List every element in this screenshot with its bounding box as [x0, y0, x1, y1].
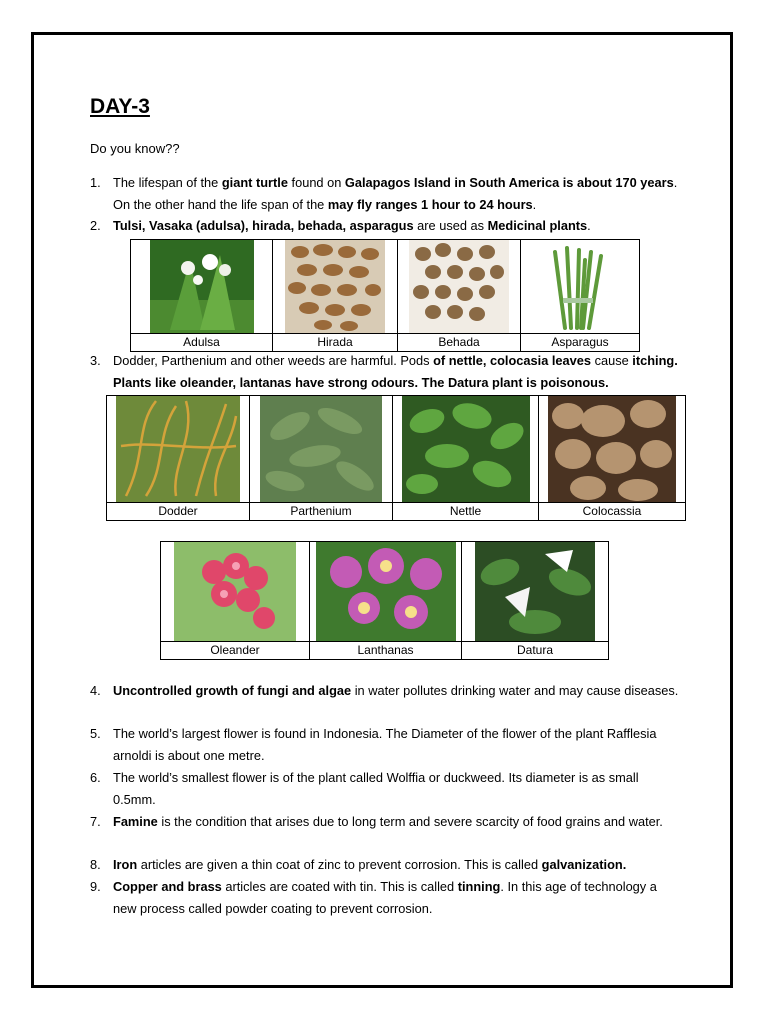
fact-number: 7. [90, 814, 101, 829]
nettle-photo-cell [393, 396, 539, 503]
fact-item-1 [90, 172, 680, 216]
fact-number: 9. [90, 879, 101, 894]
caption-nettle: Nettle [393, 503, 539, 521]
fact-number: 3. [90, 353, 101, 368]
fact-number: 8. [90, 857, 101, 872]
caption-datura: Datura [462, 642, 609, 660]
caption-asparagus: Asparagus [521, 334, 640, 352]
page-title: DAY-3 [90, 95, 150, 118]
fact-text: The lifespan of the giant turtle found on Galapagos Island in South America is about 170 years. On the other hand the life span of the may fly ranges 1 hour to 24 hours. [113, 175, 678, 212]
asparagus-photo [535, 240, 625, 333]
fact-item-6 [90, 767, 680, 811]
nettle-photo [402, 396, 530, 502]
fact-text: The world’s smallest flower is of the plant called Wolffia or duckweed. Its diameter is as small 0.5mm. [113, 770, 639, 807]
fact-text: Iron articles are given a thin coat of zinc to prevent corrosion. This is called galvanization. [113, 857, 627, 872]
caption-oleander: Oleander [161, 642, 310, 660]
datura-photo-cell [462, 542, 609, 642]
fact-item-2 [90, 215, 680, 237]
oleander-photo-cell [161, 542, 310, 642]
dodder-photo [116, 396, 240, 502]
fact-number: 5. [90, 726, 101, 741]
fact-text: Dodder, Parthenium and other weeds are harmful. Pods of nettle, colocasia leaves cause itching. Plants like oleander, lantanas have strong odours. The Datura plant is poisonous. [113, 353, 678, 390]
adulsa-photo-cell [131, 240, 273, 334]
fact-item-4 [90, 680, 680, 702]
behada-photo-cell [398, 240, 521, 334]
datura-photo [475, 542, 595, 641]
caption-colocassia: Colocassia [539, 503, 686, 521]
fact-item-9 [90, 876, 680, 920]
fact-number: 6. [90, 770, 101, 785]
caption-behada: Behada [398, 334, 521, 352]
fact-text: Famine is the condition that arises due to long term and severe scarcity of food grains and water. [113, 814, 663, 829]
fact-item-8 [90, 854, 680, 876]
adulsa-photo [150, 240, 254, 333]
fact-number: 1. [90, 175, 101, 190]
odorous-plants-table [160, 541, 609, 660]
behada-photo [409, 240, 509, 333]
fact-item-3 [90, 350, 680, 394]
lanthanas-photo-cell [310, 542, 462, 642]
lanthanas-photo [316, 542, 456, 641]
caption-lanthanas: Lanthanas [310, 642, 462, 660]
fact-item-7 [90, 811, 680, 833]
oleander-photo [174, 542, 296, 641]
fact-number: 4. [90, 683, 101, 698]
caption-parthenium: Parthenium [250, 503, 393, 521]
asparagus-photo-cell [521, 240, 640, 334]
hirada-photo [285, 240, 385, 333]
dodder-photo-cell [107, 396, 250, 503]
fact-text: Uncontrolled growth of fungi and algae in water pollutes drinking water and may cause diseases. [113, 683, 679, 698]
lead-text: Do you know?? [90, 141, 180, 156]
fact-number: 2. [90, 218, 101, 233]
colocassia-photo-cell [539, 396, 686, 503]
caption-dodder: Dodder [107, 503, 250, 521]
parthenium-photo [260, 396, 382, 502]
caption-adulsa: Adulsa [131, 334, 273, 352]
caption-hirada: Hirada [273, 334, 398, 352]
hirada-photo-cell [273, 240, 398, 334]
fact-text: Copper and brass articles are coated with tin. This is called tinning. In this age of technology a new process called powder coating to prevent corrosion. [113, 879, 657, 916]
parthenium-photo-cell [250, 396, 393, 503]
colocassia-photo [548, 396, 676, 502]
fact-text: The world’s largest flower is found in Indonesia. The Diameter of the flower of the plant Rafflesia arnoldi is about one metre. [113, 726, 657, 763]
harmful-plants-table [106, 395, 686, 521]
medicinal-plants-table [130, 239, 640, 352]
fact-text: Tulsi, Vasaka (adulsa), hirada, behada, asparagus are used as Medicinal plants. [113, 218, 591, 233]
fact-item-5 [90, 723, 680, 767]
